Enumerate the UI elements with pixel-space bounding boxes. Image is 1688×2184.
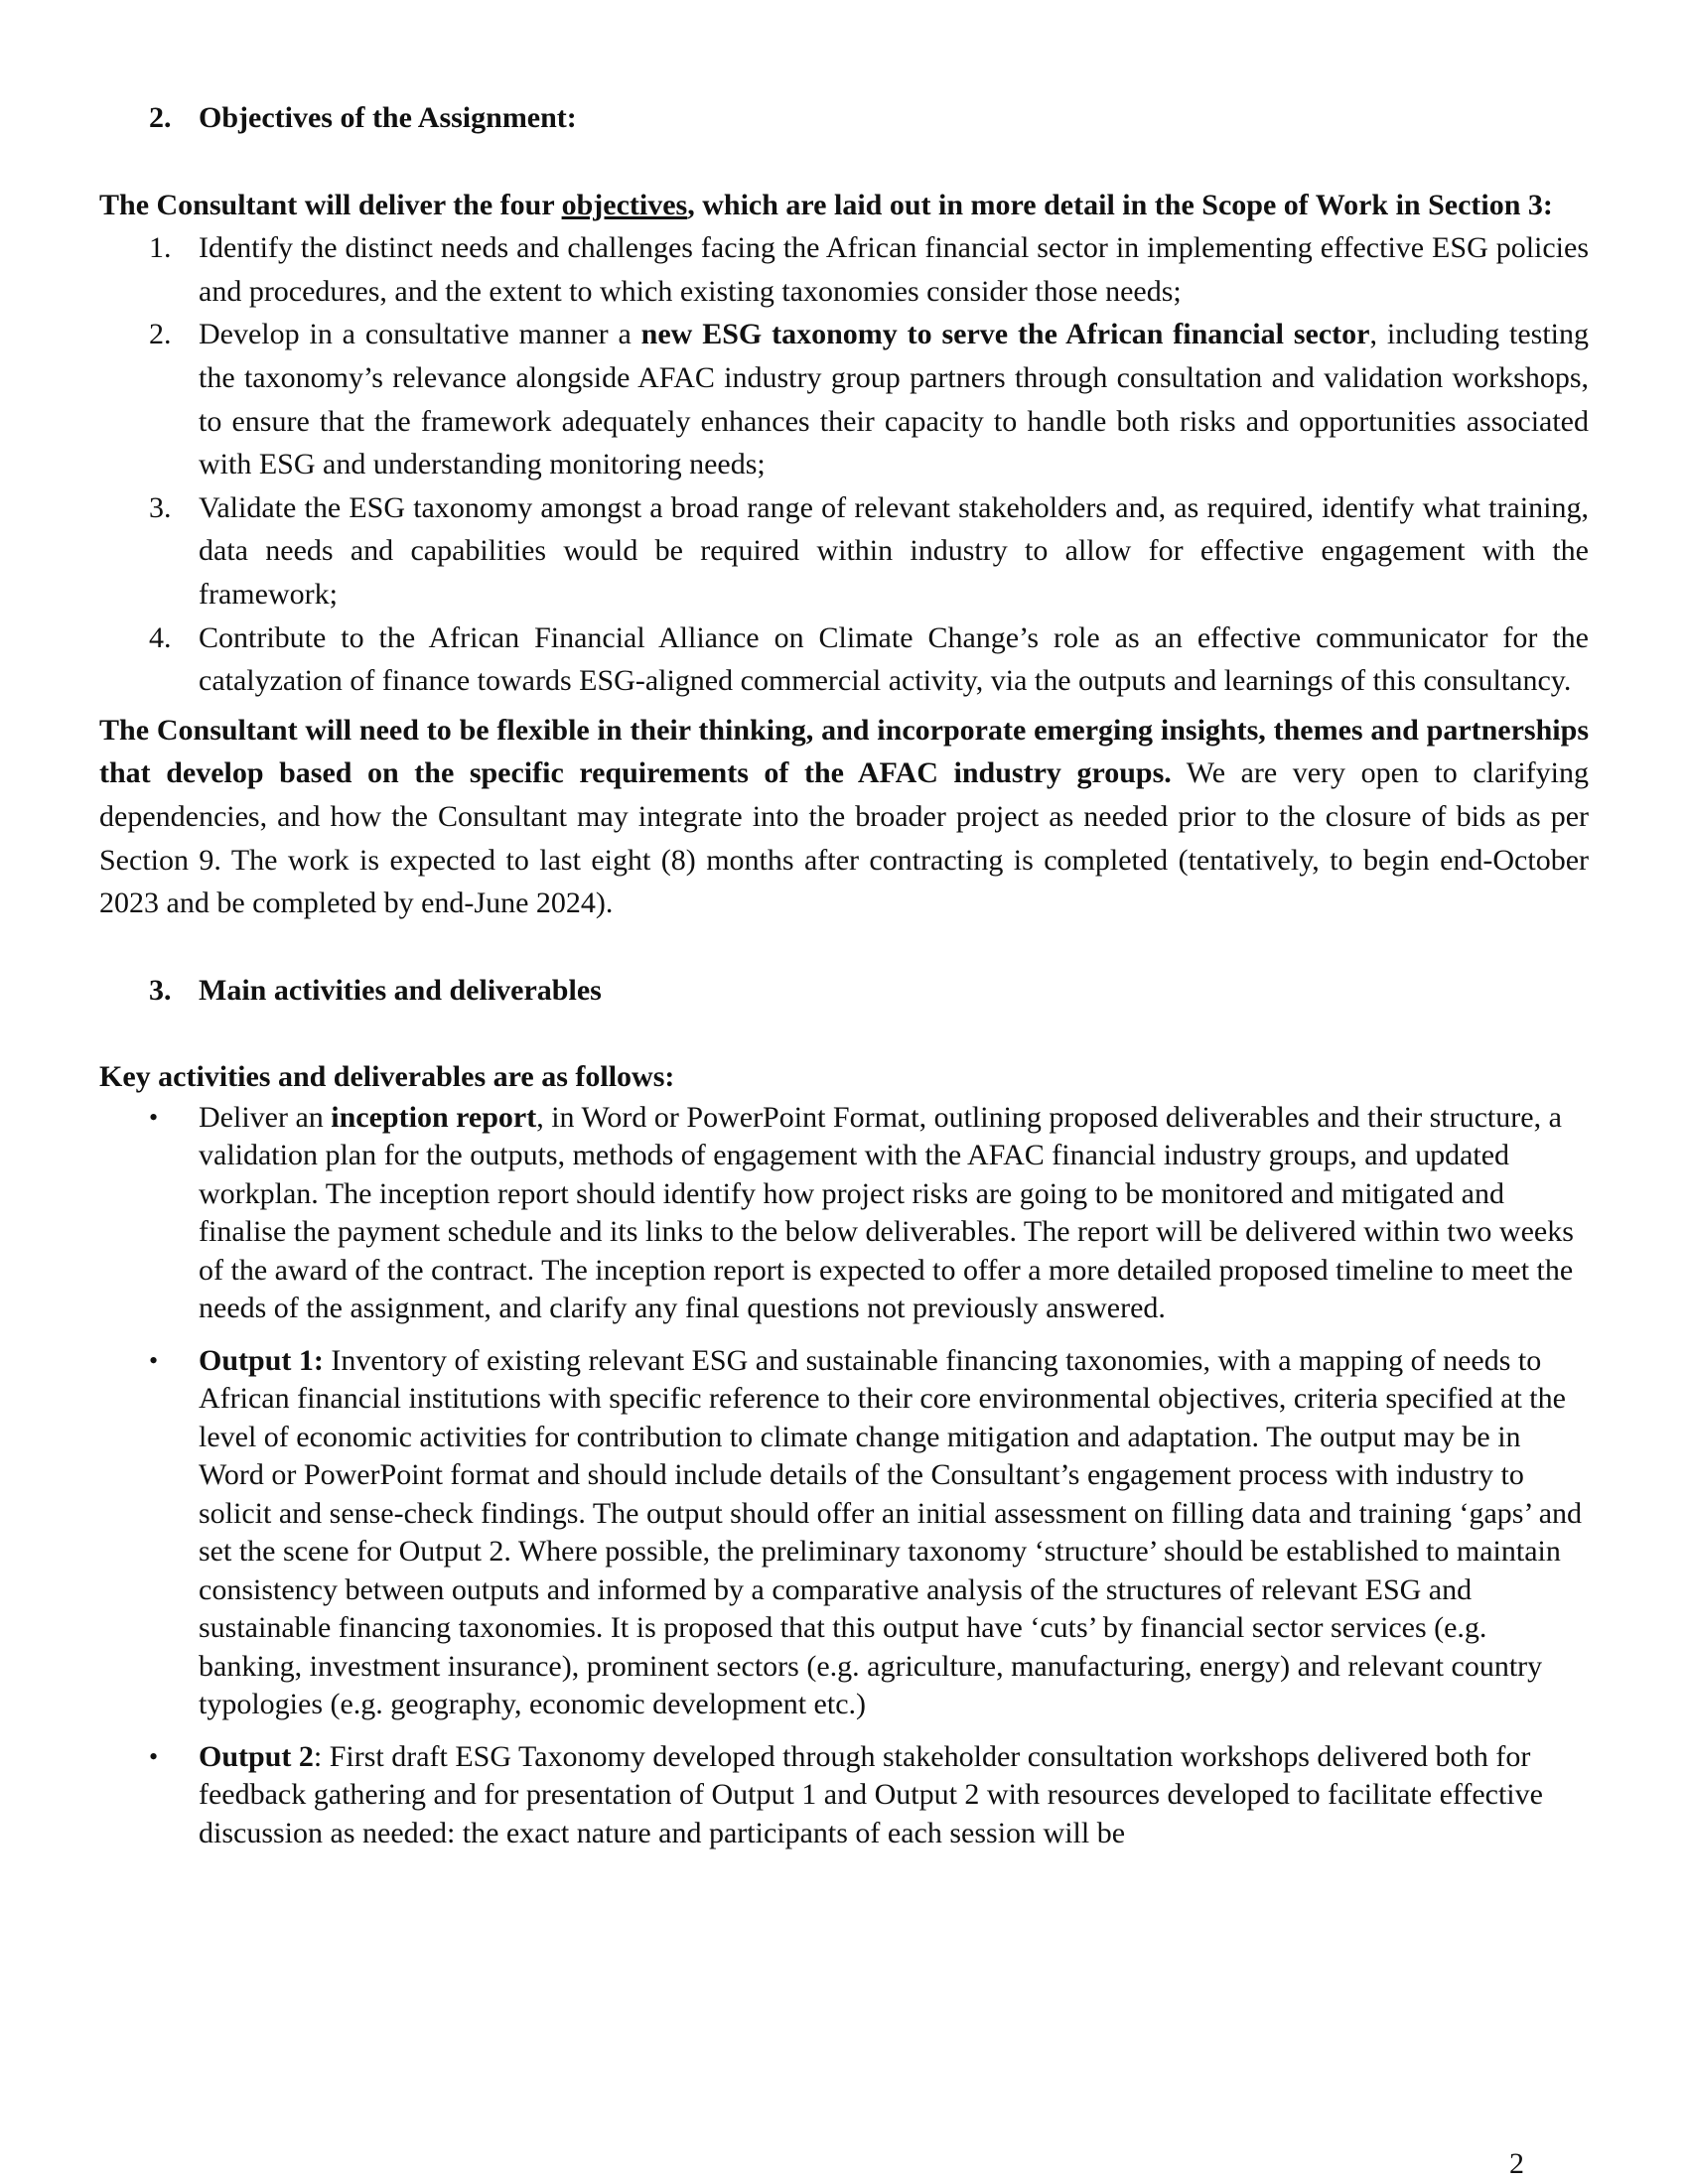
closing-paragraph <box>99 709 1589 925</box>
deliverable-item <box>99 1342 1589 1724</box>
objective-number: 4. <box>149 620 172 654</box>
objective-text: Develop in a consultative manner a <box>199 318 641 351</box>
objectives-list <box>99 226 1589 703</box>
objectives-lead <box>99 184 1589 227</box>
deliverables-list <box>99 1099 1589 1853</box>
deliverable-bold: Output 1: <box>199 1343 324 1377</box>
section-spacer <box>99 925 1589 969</box>
section-2-title: Objectives of the Assignment: <box>199 101 577 134</box>
objective-item <box>99 226 1589 313</box>
page-number: 2 <box>1509 2147 1524 2180</box>
bullet-icon: • <box>149 1102 159 1132</box>
objective-item <box>99 486 1589 616</box>
objectives-lead-pre: The Consultant will deliver the four <box>99 188 562 221</box>
closing-bold-text: The Consultant will need to be flexible in their thinking, and incorporate emerging insights, themes and partnerships that develop based on the specific requirements of the AFAC industry groups. <box>99 713 1589 790</box>
objective-number: 2. <box>149 318 172 351</box>
deliverable-item <box>99 1099 1589 1328</box>
deliverable-bold: Output 2 <box>199 1739 314 1773</box>
section-2-heading <box>99 96 1589 140</box>
bullet-icon: • <box>149 1741 159 1771</box>
deliverables-lead: Key activities and deliverables are as follows: <box>99 1060 675 1094</box>
objectives-lead-underlined: objectives <box>561 188 688 221</box>
section-3-title: Main activities and deliverables <box>199 973 602 1007</box>
closing-text: We are very open to clarifying dependencies, and how the Consultant may integrate into the broader project as needed prior to the closure of bids as per Section 9. The work is expected to last eight (8) months after contracting is completed (tentatively, to begin end-October 2023 and be completed by end-June 2024). <box>99 756 1589 920</box>
objective-text-post: , including testing the taxonomy’s relevance alongside AFAC industry group partners through consultation and validation workshops, to ensure that the framework adequately enhances their capacity to handle both risks and opportunities associated with ESG and understanding monitoring needs; <box>199 318 1589 481</box>
deliverable-bold: inception report <box>331 1100 537 1134</box>
objective-number: 1. <box>149 231 172 265</box>
page-content <box>99 96 1589 1866</box>
deliverable-text-post: : First draft ESG Taxonomy developed through stakeholder consultation workshops delivered both for feedback gathering and for presentation of Output 1 and Output 2 with resources developed to facilitate effective discussion as needed: the exact nature and participants of each session will be <box>199 1739 1543 1849</box>
deliverable-text: Deliver an <box>199 1100 332 1134</box>
section-2-number: 2. <box>149 101 172 134</box>
deliverable-text-post: Inventory of existing relevant ESG and sustainable financing taxonomies, with a mapping of needs to African financial institutions with specific reference to their core environmental objectives, criteria specified at the level of economic activities for contribution to climate change mitigation and adaptation. The output may be in Word or PowerPoint format and should include details of the Consultant’s engagement process with industry to solicit and sense-check findings. The output should offer an initial assessment on filling data and training ‘gaps’ and set the scene for Output 2. Where possible, the preliminary taxonomy ‘structure’ should be established to maintain consistency between outputs and informed by a comparative analysis of the structures of relevant ESG and sustainable financing taxonomies. It is proposed that this output have ‘cuts’ by financial sector services (e.g. banking, investment insurance), prominent sectors (e.g. agriculture, manufacturing, energy) and relevant country typologies (e.g. geography, economic development etc.) <box>199 1343 1583 1721</box>
objective-item <box>99 616 1589 703</box>
section-3-heading <box>99 969 1589 1013</box>
objective-text: Identify the distinct needs and challenges facing the African financial sector in implementing effective ESG policies and procedures, and the extent to which existing taxonomies consider those needs; <box>199 231 1589 308</box>
objective-item <box>99 313 1589 485</box>
objective-text: Validate the ESG taxonomy amongst a broad range of relevant stakeholders and, as required, identify what training, data needs and capabilities would be required within industry to allow for effective engagement with the framework; <box>199 490 1589 611</box>
objective-bold: new ESG taxonomy to serve the African financial sector <box>640 318 1370 351</box>
objectives-lead-post: , which are laid out in more detail in the Scope of Work in Section 3: <box>687 188 1553 221</box>
deliverable-item <box>99 1738 1589 1853</box>
deliverable-text-post: , in Word or PowerPoint Format, outlining proposed deliverables and their structure, a validation plan for the outputs, methods of engagement with the AFAC financial industry groups, and updated workplan. The inception report should identify how project risks are going to be monitored and mitigated and finalise the payment schedule and its links to the below deliverables. The report will be delivered within two weeks of the award of the contract. The inception report is expected to offer a more detailed proposed timeline to meet the needs of the assignment, and clarify any final questions not previously answered. <box>199 1100 1574 1325</box>
objective-number: 3. <box>149 490 172 524</box>
section-3-number: 3. <box>149 973 172 1007</box>
objective-text: Contribute to the African Financial Alliance on Climate Change’s role as an effective communicator for the catalyzation of finance towards ESG-aligned commercial activity, via the outputs and learnings of this consultancy. <box>199 620 1589 698</box>
bullet-icon: • <box>149 1345 159 1375</box>
